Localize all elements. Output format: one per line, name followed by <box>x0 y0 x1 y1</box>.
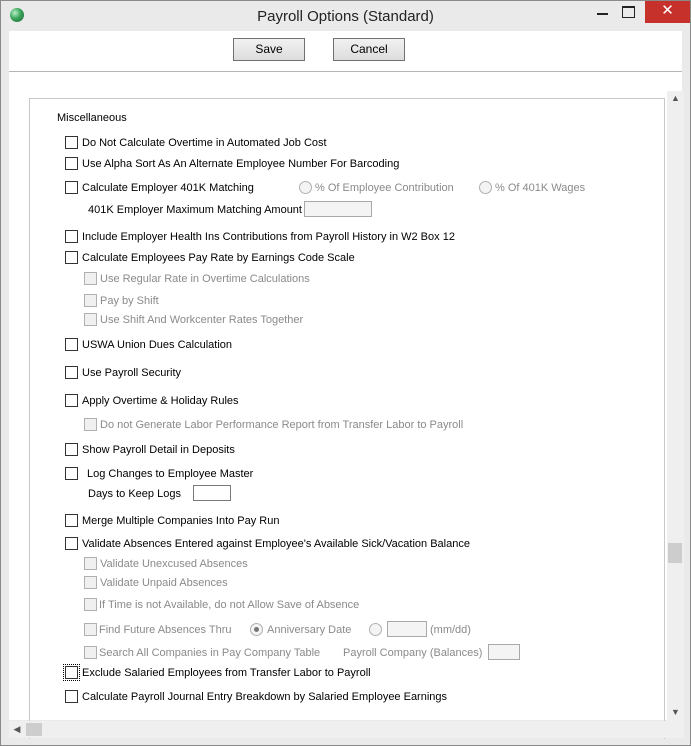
close-button[interactable] <box>645 1 690 23</box>
payroll-detail-deposits-label[interactable]: Show Payroll Detail in Deposits <box>82 444 235 456</box>
date-radio[interactable] <box>369 623 382 636</box>
alpha-sort-label[interactable]: Use Alpha Sort As An Alternate Employee Number For Barcoding <box>82 158 400 170</box>
no-labor-performance-label[interactable]: Do not Generate Labor Performance Report from Transfer Labor to Payroll <box>100 419 464 431</box>
close-icon: ✕ <box>661 2 674 19</box>
validate-unexcused-checkbox[interactable] <box>84 557 97 570</box>
pct-401k-wages-radio[interactable] <box>479 181 492 194</box>
overtime-holiday-rules-label[interactable]: Apply Overtime & Holiday Rules <box>82 395 239 407</box>
payroll-security-checkbox[interactable] <box>65 366 78 379</box>
find-future-absences-checkbox[interactable] <box>84 623 97 636</box>
no-labor-performance-checkbox[interactable] <box>84 418 97 431</box>
merge-companies-checkbox[interactable] <box>65 514 78 527</box>
payroll-company-input[interactable] <box>488 644 520 660</box>
anniversary-date-radio[interactable] <box>250 623 263 636</box>
calc-401k-checkbox[interactable] <box>65 181 78 194</box>
scroll-left-icon[interactable]: ◀ <box>13 724 21 734</box>
calc-pay-rate-scale-label[interactable]: Calculate Employees Pay Rate by Earnings Code Scale <box>82 252 355 264</box>
pay-by-shift-checkbox[interactable] <box>84 294 97 307</box>
toolbar <box>9 31 682 72</box>
pct-employee-contribution-label[interactable]: % Of Employee Contribution <box>315 182 454 194</box>
alpha-sort-checkbox[interactable] <box>65 157 78 170</box>
validate-absences-label[interactable]: Validate Absences Entered against Employee's Available Sick/Vacation Balance <box>82 538 470 550</box>
horizontal-scroll-thumb[interactable] <box>26 723 42 736</box>
payroll-security-label[interactable]: Use Payroll Security <box>82 367 182 379</box>
use-regular-rate-label[interactable]: Use Regular Rate in Overtime Calculations <box>100 273 310 285</box>
max-matching-label: 401K Employer Maximum Matching Amount <box>88 204 302 216</box>
vertical-scrollbar[interactable] <box>667 91 684 721</box>
log-changes-label[interactable]: Log Changes to Employee Master <box>87 468 254 480</box>
search-all-companies-label[interactable]: Search All Companies in Pay Company Table <box>99 647 321 659</box>
journal-entry-breakdown-checkbox[interactable] <box>65 690 78 703</box>
use-regular-rate-checkbox[interactable] <box>84 272 97 285</box>
cancel-button[interactable]: Cancel <box>333 38 405 61</box>
date-hint: (mm/dd) <box>430 624 471 636</box>
include-health-ins-label[interactable]: Include Employer Health Ins Contributions from Payroll History in W2 Box 12 <box>82 231 455 243</box>
shift-workcenter-rates-label[interactable]: Use Shift And Workcenter Rates Together <box>100 314 304 326</box>
overtime-holiday-rules-checkbox[interactable] <box>65 394 78 407</box>
days-keep-logs-label: Days to Keep Logs <box>88 488 181 500</box>
include-health-ins-checkbox[interactable] <box>65 230 78 243</box>
anniversary-date-label[interactable]: Anniversary Date <box>267 624 352 636</box>
save-button[interactable]: Save <box>233 38 305 61</box>
title-bar[interactable] <box>1 1 690 31</box>
scrollbar-corner <box>667 721 684 738</box>
merge-companies-label[interactable]: Merge Multiple Companies Into Pay Run <box>82 515 280 527</box>
window-title: Payroll Options (Standard) <box>257 8 434 25</box>
maximize-button[interactable] <box>613 1 645 23</box>
calc-pay-rate-scale-checkbox[interactable] <box>65 251 78 264</box>
pct-401k-wages-label[interactable]: % Of 401K Wages <box>495 182 586 194</box>
max-matching-input[interactable] <box>304 201 372 217</box>
validate-unpaid-checkbox[interactable] <box>84 576 97 589</box>
validate-absences-checkbox[interactable] <box>65 537 78 550</box>
search-all-companies-checkbox[interactable] <box>84 646 97 659</box>
pay-by-shift-label[interactable]: Pay by Shift <box>100 295 159 307</box>
section-title: Miscellaneous <box>57 112 127 124</box>
uswa-union-dues-label[interactable]: USWA Union Dues Calculation <box>82 339 232 351</box>
pct-employee-contribution-radio[interactable] <box>299 181 312 194</box>
exclude-salaried-checkbox[interactable] <box>65 666 78 679</box>
log-changes-checkbox[interactable] <box>65 467 78 480</box>
vertical-scroll-thumb[interactable] <box>668 543 682 563</box>
time-not-available-checkbox[interactable] <box>84 598 97 611</box>
payroll-company-label: Payroll Company (Balances) <box>343 647 483 659</box>
days-keep-logs-input[interactable] <box>193 485 231 501</box>
time-not-available-label[interactable]: If Time is not Available, do not Allow Save of Absence <box>99 599 360 611</box>
validate-unexcused-label[interactable]: Validate Unexcused Absences <box>100 558 248 570</box>
no-overtime-job-cost-checkbox[interactable] <box>65 136 78 149</box>
uswa-union-dues-checkbox[interactable] <box>65 338 78 351</box>
payroll-detail-deposits-checkbox[interactable] <box>65 443 78 456</box>
scroll-up-icon[interactable]: ▲ <box>671 93 680 103</box>
validate-unpaid-label[interactable]: Validate Unpaid Absences <box>100 577 228 589</box>
scroll-down-icon[interactable]: ▼ <box>671 707 680 717</box>
journal-entry-breakdown-label[interactable]: Calculate Payroll Journal Entry Breakdown by Salaried Employee Earnings <box>82 691 448 703</box>
shift-workcenter-rates-checkbox[interactable] <box>84 313 97 326</box>
date-input[interactable] <box>387 621 427 637</box>
find-future-absences-label[interactable]: Find Future Absences Thru <box>99 624 232 636</box>
maximize-icon <box>622 6 635 18</box>
calc-401k-label[interactable]: Calculate Employer 401K Matching <box>82 182 254 194</box>
horizontal-scrollbar[interactable] <box>9 721 667 738</box>
no-overtime-job-cost-label[interactable]: Do Not Calculate Overtime in Automated Job Cost <box>82 137 327 149</box>
minimize-icon <box>597 13 608 15</box>
exclude-salaried-label[interactable]: Exclude Salaried Employees from Transfer Labor to Payroll <box>82 667 371 679</box>
